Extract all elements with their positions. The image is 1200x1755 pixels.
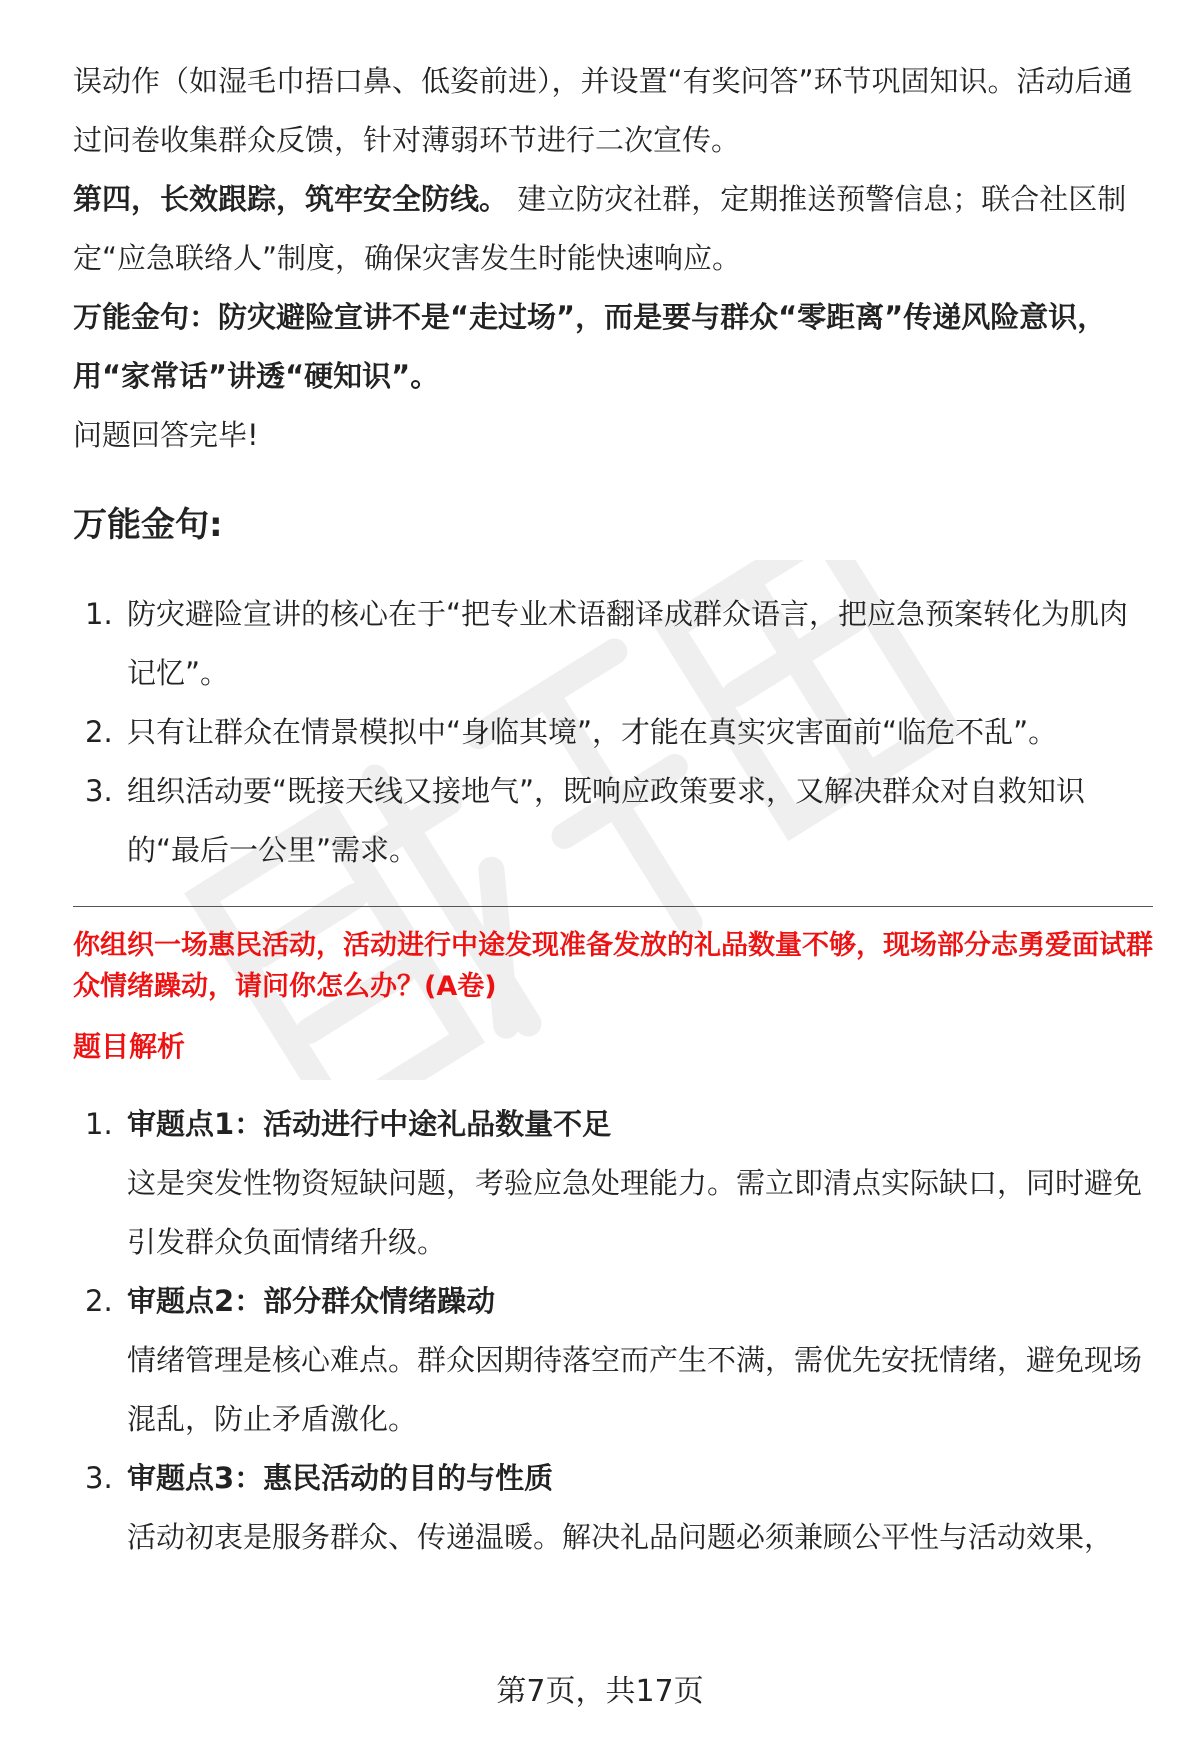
list-item bbox=[73, 1449, 1153, 1567]
list-item bbox=[73, 703, 1153, 762]
list-number: 1. bbox=[85, 1107, 113, 1141]
point-title: 审题点1：活动进行中途礼品数量不足 bbox=[127, 1107, 612, 1141]
list-item bbox=[73, 762, 1153, 880]
list-number: 1. bbox=[85, 597, 113, 631]
continuation-paragraph: 误动作（如湿毛巾捂口鼻、低姿前进），并设置“有奖问答”环节巩固知识。活动后通过问卷收集群众反馈，针对薄弱环节进行二次宣传。 bbox=[73, 64, 1133, 157]
point-text: 活动初衷是服务群众、传递温暖。解决礼品问题必须兼顾公平性与活动效果， bbox=[127, 1520, 1114, 1554]
golden-section-title: 万能金句: bbox=[73, 505, 223, 545]
point-four-paragraph bbox=[73, 170, 1153, 288]
golden-list bbox=[73, 585, 1153, 880]
list-number: 2. bbox=[85, 715, 113, 749]
section-divider bbox=[73, 906, 1153, 907]
page-number: 第7页，共17页 bbox=[496, 1674, 704, 1709]
golden-sentence: 万能金句：防灾避险宣讲不是“走过场”，而是要与群众“零距离”传递风险意识，用“家常话”讲透“硬知识”。 bbox=[73, 300, 1107, 393]
list-text: 组织活动要“既接天线又接地气”，既响应政策要求，又解决群众对自救知识的“最后一公里”需求。 bbox=[127, 774, 1086, 867]
list-number: 3. bbox=[85, 774, 113, 808]
analysis-title: 题目解析 bbox=[73, 1030, 186, 1063]
analysis-list bbox=[73, 1095, 1153, 1567]
document-body bbox=[73, 52, 1153, 1567]
answer-end-text: 问题回答完毕! bbox=[73, 418, 259, 452]
list-item bbox=[73, 1095, 1153, 1272]
point-four-heading: 第四，长效跟踪，筑牢安全防线。 bbox=[73, 182, 509, 216]
list-item bbox=[73, 585, 1153, 703]
point-four-text: 建立防灾社群，定期推送预警信息；联合社区制定“应急联络人”制度，确保灾害发生时能快速响应。 bbox=[73, 182, 1127, 275]
list-text: 只有让群众在情景模拟中“身临其境”，才能在真实灾害面前“临危不乱”。 bbox=[127, 715, 1058, 749]
point-text: 这是突发性物资短缺问题，考验应急处理能力。需立即清点实际缺口，同时避免引发群众负面情绪升级。 bbox=[127, 1166, 1143, 1259]
point-title: 审题点2：部分群众情绪躁动 bbox=[127, 1284, 496, 1318]
list-number: 3. bbox=[85, 1461, 113, 1495]
list-item bbox=[73, 1272, 1153, 1449]
point-title: 审题点3：惠民活动的目的与性质 bbox=[127, 1461, 554, 1495]
list-text: 防灾避险宣讲的核心在于“把专业术语翻译成群众语言，把应急预案转化为肌肉记忆”。 bbox=[127, 597, 1129, 690]
list-number: 2. bbox=[85, 1284, 113, 1318]
point-text: 情绪管理是核心难点。群众因期待落空而产生不满，需优先安抚情绪，避免现场混乱，防止矛盾激化。 bbox=[127, 1343, 1143, 1436]
question-title: 你组织一场惠民活动，活动进行中途发现准备发放的礼品数量不够，现场部分志勇爱面试群众情绪躁动，请问你怎么办？(A卷) bbox=[73, 930, 1153, 1002]
